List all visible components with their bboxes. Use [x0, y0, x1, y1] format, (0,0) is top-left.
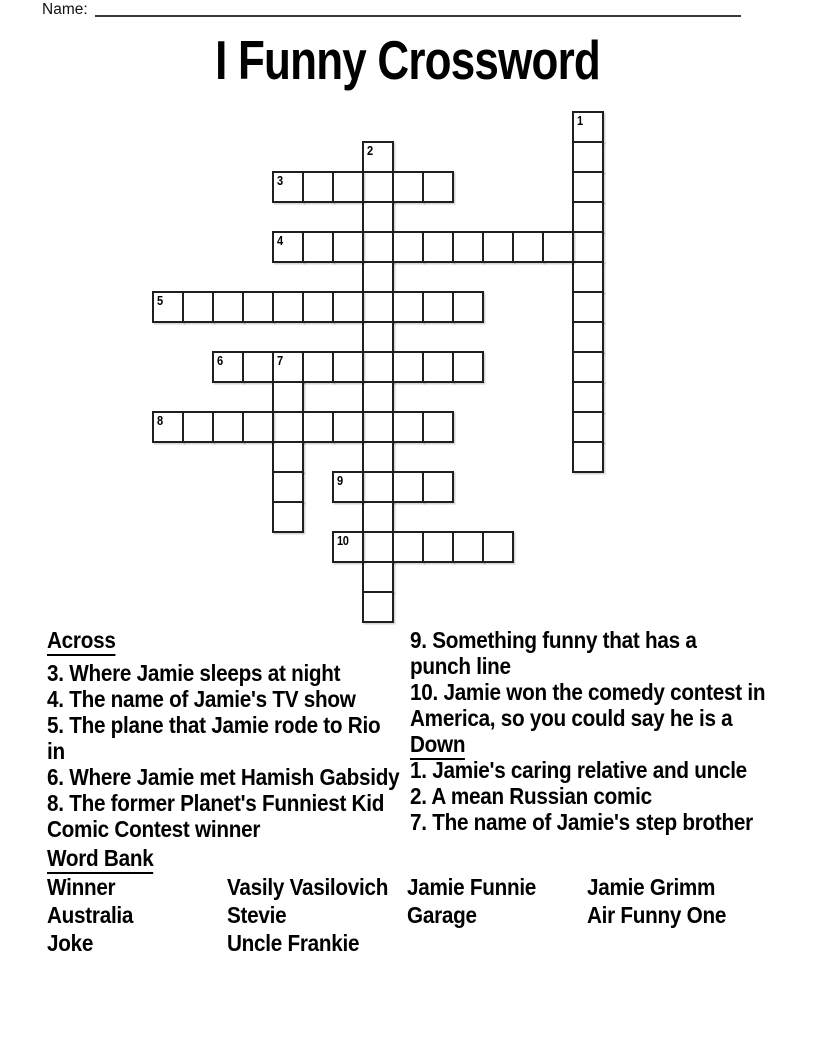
- grid-cell[interactable]: [272, 291, 304, 323]
- grid-cell[interactable]: [422, 171, 454, 203]
- grid-cell[interactable]: [332, 531, 364, 563]
- clue-line: Comic Contest winner: [47, 816, 261, 842]
- grid-cell[interactable]: [152, 291, 184, 323]
- clue-line: punch line: [410, 653, 511, 679]
- word-bank-word: Uncle Frankie: [227, 930, 360, 956]
- grid-cell[interactable]: [572, 141, 604, 173]
- grid-cell[interactable]: [272, 471, 304, 503]
- clue-number: 10: [337, 533, 349, 548]
- name-row: [42, 1, 741, 18]
- grid-cell[interactable]: [242, 291, 274, 323]
- grid-cell[interactable]: [332, 411, 364, 443]
- clue-item: [410, 783, 810, 809]
- grid-cell[interactable]: [362, 291, 394, 323]
- crossword-grid: [152, 111, 604, 623]
- grid-cell[interactable]: [362, 501, 394, 533]
- clue-line: 2. A mean Russian comic: [410, 783, 652, 809]
- grid-cell[interactable]: [572, 231, 604, 263]
- clue-item: [410, 809, 810, 835]
- clues-right-column: [410, 627, 810, 835]
- down-clue-list: [410, 757, 810, 835]
- word-bank-word: Jamie Grimm: [587, 874, 716, 900]
- word-bank-column: [407, 873, 550, 929]
- grid-cell[interactable]: [272, 441, 304, 473]
- clue-line: in: [47, 738, 65, 764]
- grid-cell[interactable]: [542, 231, 574, 263]
- grid-cell[interactable]: [572, 411, 604, 443]
- grid-cell[interactable]: [332, 291, 364, 323]
- grid-cell[interactable]: [362, 471, 394, 503]
- grid-cell[interactable]: [362, 411, 394, 443]
- clue-item: [47, 712, 407, 764]
- grid-cell[interactable]: [452, 531, 484, 563]
- word-bank-word: Joke: [47, 930, 94, 956]
- grid-cell[interactable]: [302, 351, 334, 383]
- grid-cell[interactable]: [242, 411, 274, 443]
- clue-line: 10. Jamie won the comedy contest in: [410, 679, 766, 705]
- clue-number: 2: [367, 143, 373, 158]
- grid-cell[interactable]: [572, 351, 604, 383]
- grid-cell[interactable]: [572, 441, 604, 473]
- grid-cell[interactable]: [422, 471, 454, 503]
- name-label: Name:: [42, 1, 88, 18]
- grid-cell[interactable]: [302, 411, 334, 443]
- clue-number: 4: [277, 233, 283, 248]
- word-bank-word: Air Funny One: [587, 902, 727, 928]
- grid-cell[interactable]: [212, 351, 244, 383]
- grid-cell[interactable]: [242, 351, 274, 383]
- grid-cell[interactable]: [572, 201, 604, 233]
- word-bank-column: [47, 873, 143, 957]
- grid-cell[interactable]: [572, 291, 604, 323]
- grid-cell[interactable]: [482, 231, 514, 263]
- grid-cell[interactable]: [362, 171, 394, 203]
- name-blank-line[interactable]: [95, 1, 741, 17]
- grid-cell[interactable]: [392, 171, 424, 203]
- grid-cell[interactable]: [272, 411, 304, 443]
- grid-cell[interactable]: [392, 531, 424, 563]
- page-title: I Funny Crossword: [215, 29, 601, 91]
- word-bank-column: [227, 873, 406, 957]
- clue-item: [47, 790, 407, 842]
- grid-cell[interactable]: [362, 561, 394, 593]
- clue-item: [410, 757, 810, 783]
- word-bank-word: Vasily Vasilovich: [227, 874, 389, 900]
- clue-line: 7. The name of Jamie's step brother: [410, 809, 753, 835]
- grid-cell[interactable]: [572, 321, 604, 353]
- clue-line: 1. Jamie's caring relative and uncle: [410, 757, 747, 783]
- clue-number: 7: [277, 353, 283, 368]
- grid-cell[interactable]: [482, 531, 514, 563]
- clue-line: 8. The former Planet's Funniest Kid: [47, 790, 385, 816]
- grid-cell[interactable]: [362, 531, 394, 563]
- clue-line: 9. Something funny that has a: [410, 627, 697, 653]
- word-bank-word: Jamie Funnie: [407, 874, 537, 900]
- clue-line: America, so you could say he is a: [410, 705, 733, 731]
- clue-number: 8: [157, 413, 163, 428]
- grid-cell[interactable]: [272, 501, 304, 533]
- grid-cell[interactable]: [422, 531, 454, 563]
- grid-cell[interactable]: [272, 171, 304, 203]
- grid-cell[interactable]: [272, 231, 304, 263]
- grid-cell[interactable]: [422, 231, 454, 263]
- grid-cell[interactable]: [362, 261, 394, 293]
- grid-cell[interactable]: [572, 171, 604, 203]
- grid-cell[interactable]: [572, 381, 604, 413]
- grid-cell[interactable]: [392, 351, 424, 383]
- word-bank: [47, 845, 797, 975]
- word-bank-header: Word Bank: [47, 845, 797, 871]
- grid-cell[interactable]: [392, 471, 424, 503]
- grid-cell[interactable]: [572, 111, 604, 143]
- grid-cell[interactable]: [272, 351, 304, 383]
- grid-cell[interactable]: [422, 291, 454, 323]
- clue-number: 6: [217, 353, 223, 368]
- across-clue-list: [47, 660, 407, 842]
- clue-item: [410, 679, 810, 731]
- grid-cell[interactable]: [422, 351, 454, 383]
- grid-cell[interactable]: [362, 231, 394, 263]
- grid-cell[interactable]: [362, 591, 394, 623]
- grid-cell[interactable]: [452, 351, 484, 383]
- clue-number: 1: [577, 113, 583, 128]
- grid-cell[interactable]: [392, 291, 424, 323]
- word-bank-word: Garage: [407, 902, 477, 928]
- grid-cell[interactable]: [302, 231, 334, 263]
- grid-cell[interactable]: [302, 171, 334, 203]
- grid-cell[interactable]: [362, 351, 394, 383]
- grid-cell[interactable]: [512, 231, 544, 263]
- grid-cell[interactable]: [332, 231, 364, 263]
- clue-line: 3. Where Jamie sleeps at night: [47, 660, 341, 686]
- grid-cell[interactable]: [362, 441, 394, 473]
- clue-number: 3: [277, 173, 283, 188]
- clue-number: 5: [157, 293, 163, 308]
- clue-item: [47, 660, 407, 686]
- grid-cell[interactable]: [452, 231, 484, 263]
- grid-cell[interactable]: [362, 201, 394, 233]
- across-clue-list-continued: [410, 627, 810, 731]
- grid-cell[interactable]: [362, 381, 394, 413]
- grid-cell[interactable]: [392, 411, 424, 443]
- clue-line: 4. The name of Jamie's TV show: [47, 686, 356, 712]
- grid-cell[interactable]: [152, 411, 184, 443]
- grid-cell[interactable]: [272, 381, 304, 413]
- word-bank-word: Australia: [47, 902, 134, 928]
- grid-cell[interactable]: [182, 411, 214, 443]
- grid-cell[interactable]: [392, 231, 424, 263]
- clue-item: [410, 627, 810, 679]
- across-header: Across: [47, 627, 407, 653]
- clue-item: [47, 764, 407, 790]
- word-bank-word: Winner: [47, 874, 116, 900]
- clues-left-column: [47, 627, 407, 842]
- grid-cell[interactable]: [182, 291, 214, 323]
- grid-cell[interactable]: [572, 261, 604, 293]
- down-header: Down: [410, 731, 810, 757]
- grid-cell[interactable]: [302, 291, 334, 323]
- clue-number: 9: [337, 473, 343, 488]
- grid-cell[interactable]: [212, 291, 244, 323]
- clue-line: 5. The plane that Jamie rode to Rio: [47, 712, 381, 738]
- clue-line: 6. Where Jamie met Hamish Gabsidy: [47, 764, 400, 790]
- grid-cell[interactable]: [332, 171, 364, 203]
- grid-cell[interactable]: [332, 471, 364, 503]
- clue-item: [47, 686, 407, 712]
- grid-cell[interactable]: [212, 411, 244, 443]
- grid-cell[interactable]: [332, 351, 364, 383]
- word-bank-word: Stevie: [227, 902, 287, 928]
- grid-cell[interactable]: [452, 291, 484, 323]
- grid-cell[interactable]: [422, 411, 454, 443]
- grid-cell[interactable]: [362, 141, 394, 173]
- word-bank-column: [587, 873, 742, 929]
- grid-cell[interactable]: [362, 321, 394, 353]
